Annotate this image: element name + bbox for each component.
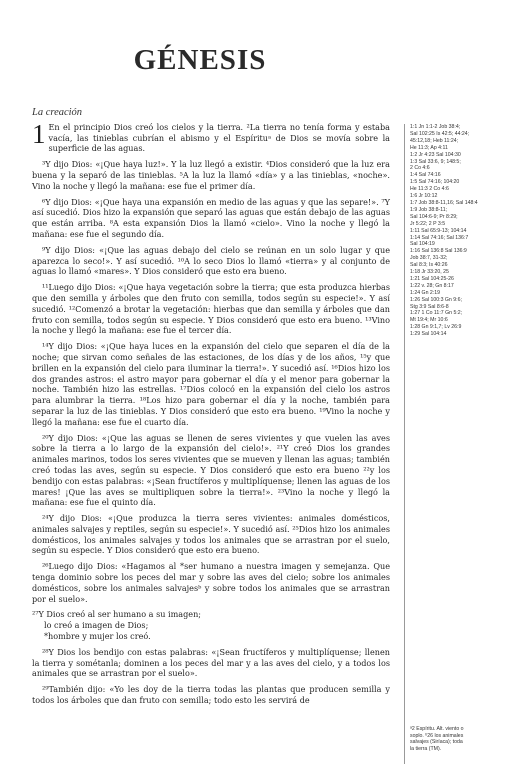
footnote-line: ᵃ2 Espíritu. Alt. viento o bbox=[410, 726, 464, 732]
cross-reference: 1:21 Sal 104:25-26 bbox=[410, 275, 454, 282]
cross-reference: 1:3 Sal 33:6, 9; 148:5; bbox=[410, 158, 461, 165]
cross-reference: 1:29 Sal 104:14 bbox=[410, 331, 447, 338]
paragraph-5: ¹¹Luego dijo Dios: «¡Que haya vegetación sobre la tierra; que esta produzca hierbas que den semilla y árboles que den fruto con semilla, todos según su especie!». Y así sucedió. ¹²Comenzó a brotar la vegetación: hierbas que dan semilla y árboles que dan fruto con semilla, todos según su especie. Y Dios consideró que esto era bueno. ¹³Vino la noche y llegó la mañana: ese fue el tercer día. bbox=[32, 282, 390, 336]
cross-reference: He 11:3; Ap 4:11 bbox=[410, 144, 448, 151]
paragraph-3: ⁶Y dijo Dios: «¡Que haya una expansión en medio de las aguas y que las separe!». ⁷Y así sucedió. Dios hizo la expansión que separó las aguas que están debajo de las aguas que están arriba. ⁸A esta expansión Dios la llamó «cielo». Vino la noche y llegó la mañana: ese fue el segundo día. bbox=[32, 196, 390, 239]
paragraph-8: ²⁴Y dijo Dios: «¡Que produzca la tierra seres vivientes: animales domésticos, animales salvajes y reptiles, según su especie!». Y sucedió así. ²⁵Dios hizo los animales domésticos, los animales salvajes y todos los animales que se arrastran por el suelo, según su especie. Y Dios consideró que esto era bueno. bbox=[32, 513, 390, 556]
cross-reference: Stg 3:9 Sal 8:6-8 bbox=[410, 303, 449, 310]
chapter-number: 1 bbox=[32, 118, 46, 149]
column-divider bbox=[404, 124, 405, 764]
cross-reference: 2 Co 4:6 bbox=[410, 165, 430, 172]
scripture-text bbox=[32, 108, 390, 711]
cross-reference: 1:26 Sal 100:3 Gn 9:6; bbox=[410, 296, 462, 303]
footnotes bbox=[410, 726, 506, 752]
paragraph-9: ²⁶Luego dijo Dios: «Hagamos al *ser humano a nuestra imagen y semejanza. Que tenga dominio sobre los peces del mar y sobre las aves del cielo; sobre los animales domésticos, sobre los animales salvajesᵇ y sobre todos los animales que se arrastran por el suelo». bbox=[32, 561, 390, 604]
cross-reference: 1:28 Gn 9:1,7; Lv 26:9 bbox=[410, 324, 462, 331]
cross-reference: 1:24 Gn 2:19 bbox=[410, 289, 440, 296]
paragraph-7: ²⁰Y dijo Dios: «¡Que las aguas se llenen de seres vivientes y que vuelen las aves sobre la tierra a lo largo de la expansión del cielo!». ²¹Y creó Dios los grandes animales marinos, todos los seres vivientes que se mueven y llenan las aguas; también creó todas las aves, según su especie. Y Dios consideró que esto era bueno ²²y los bendijo con estas palabras: «¡Sean fructíferos y multiplíquense; llenen las aguas de los mares! ¡Que las aves se multipliquen sobre la tierra!». ²³Vino la noche y llegó la mañana: ese fue el quinto día. bbox=[32, 432, 390, 508]
cross-reference: 1:14 Sal 74:16; Sal 136:7 bbox=[410, 234, 469, 241]
cross-reference: Mt 19:4; Mr 10:6 bbox=[410, 317, 448, 324]
cross-reference: Jr 5:22; 2 P 3:5 bbox=[410, 220, 446, 227]
cross-reference: He 11:3 2 Co 4:6 bbox=[410, 186, 449, 193]
cross-reference: 1:27 1 Co 11:7 Gn 5:2; bbox=[410, 310, 463, 317]
poem-line: *hombre y mujer los creó. bbox=[44, 631, 151, 642]
cross-reference: Sal 102:25 Is 42:5; 44:24; bbox=[410, 130, 470, 137]
cross-reference: 1:11 Sal 65:9-13; 104:14 bbox=[410, 227, 467, 234]
paragraph-1 bbox=[32, 118, 390, 154]
paragraph-10: ²⁸Y Dios los bendijo con estas palabras: «¡Sean fructíferos y multiplíquense; llenen la tierra y sométanla; dominen a los peces del mar y a las aves del cielo, y a todos los animales que se arrastran por el suelo». bbox=[32, 646, 390, 679]
poem-block bbox=[32, 609, 390, 641]
paragraph-4: ⁹Y dijo Dios: «¡Que las aguas debajo del cielo se reúnan en un solo lugar y que aparezca lo seco!». Y así sucedió. ¹⁰A lo seco Dios lo llamó «tierra» y al conjunto de aguas lo llamó «mares». Y Dios consideró que esto era bueno. bbox=[32, 244, 390, 277]
paragraph-11: ²⁹También dijo: «Yo les doy de la tierra todas las plantas que producen semilla y todos los árboles que dan fruto con semilla; todo esto les servirá de bbox=[32, 684, 390, 706]
paragraph-6: ¹⁴Y dijo Dios: «¡Que haya luces en la expansión del cielo que separen el día de la noche; que sirvan como señales de las estaciones, de los días y de los años, ¹⁵y que brillen en la expansión del cielo para iluminar la tierra!». Y sucedió así. ¹⁶Dios hizo los dos grandes astros: el astro mayor para gobernar el día y el menor para gobernar la noche. También hizo las estrellas. ¹⁷Dios colocó en la expansión del cielo los astros para alumbrar la tierra. ¹⁸Los hizo para gobernar el día y la noche, también para separar la luz de las tinieblas. Y Dios consideró que esto era bueno. ¹⁹Vino la noche y llegó la mañana: ese fue el cuarto día. bbox=[32, 341, 390, 427]
cross-reference: 1:18 Jr 33:20, 25 bbox=[410, 269, 449, 276]
cross-references bbox=[410, 124, 506, 338]
footnote-line: soplo. ᵇ26 los animales bbox=[410, 732, 464, 739]
cross-reference: 1:22 v. 28; Gn 8:17 bbox=[410, 282, 454, 289]
cross-reference: Sal 104:19 bbox=[410, 241, 435, 248]
footnote-line: salvajes (Siríaca); toda bbox=[410, 739, 463, 746]
cross-reference: Sal 104:6-9; Pr 8:29; bbox=[410, 213, 458, 220]
paragraph-2: ³Y dijo Dios: «¡Que haya luz!». Y la luz llegó a existir. ⁴Dios consideró que la luz era buena y la separó de las tinieblas. ⁵A la luz la llamó «día» y a las tinieblas, «noche». Vino la noche y llegó la mañana: ese fue el primer día. bbox=[32, 159, 390, 191]
cross-reference: 1:5 Sal 74:16; 104:20 bbox=[410, 179, 460, 186]
cross-reference: Sal 8:3; Is 40:26 bbox=[410, 262, 448, 269]
poem-line: lo creó a imagen de Dios; bbox=[44, 620, 149, 631]
cross-reference: 1:1 Jn 1:1-2 Job 38:4; bbox=[410, 124, 461, 130]
book-title: GÉNESIS bbox=[133, 44, 267, 76]
footnote-line: la tierra (TM). bbox=[410, 745, 442, 752]
cross-reference: 1:2 Jr 4:23 Sal 104:30 bbox=[410, 151, 461, 158]
cross-reference: 1:9 Job 38:8-11; bbox=[410, 206, 448, 213]
paragraph-1-text: En el principio Dios creó los cielos y la tierra. ²La tierra no tenía forma y estaba vacía, las tinieblas cubrían el abismo y el Espírituᵃ de Dios se movía sobre la superficie de las aguas. bbox=[48, 121, 390, 154]
cross-reference: 1:7 Job 38:8-11,16; Sal 148:4 bbox=[410, 199, 478, 206]
cross-reference: 1:16 Sal 136:8 Sal 136:9 bbox=[410, 248, 467, 255]
poem-intro: ²⁷Y Dios creó al ser humano a su imagen; bbox=[32, 609, 202, 620]
cross-reference: 1:6 Jr 10:12 bbox=[410, 193, 438, 200]
cross-reference: Job 38:7, 31-32; bbox=[410, 255, 448, 262]
cross-reference: 45:12,18; Heb 11:24; bbox=[410, 137, 459, 144]
section-heading: La creación bbox=[32, 107, 83, 118]
cross-reference: 1:4 Sal 74:16 bbox=[410, 172, 441, 179]
